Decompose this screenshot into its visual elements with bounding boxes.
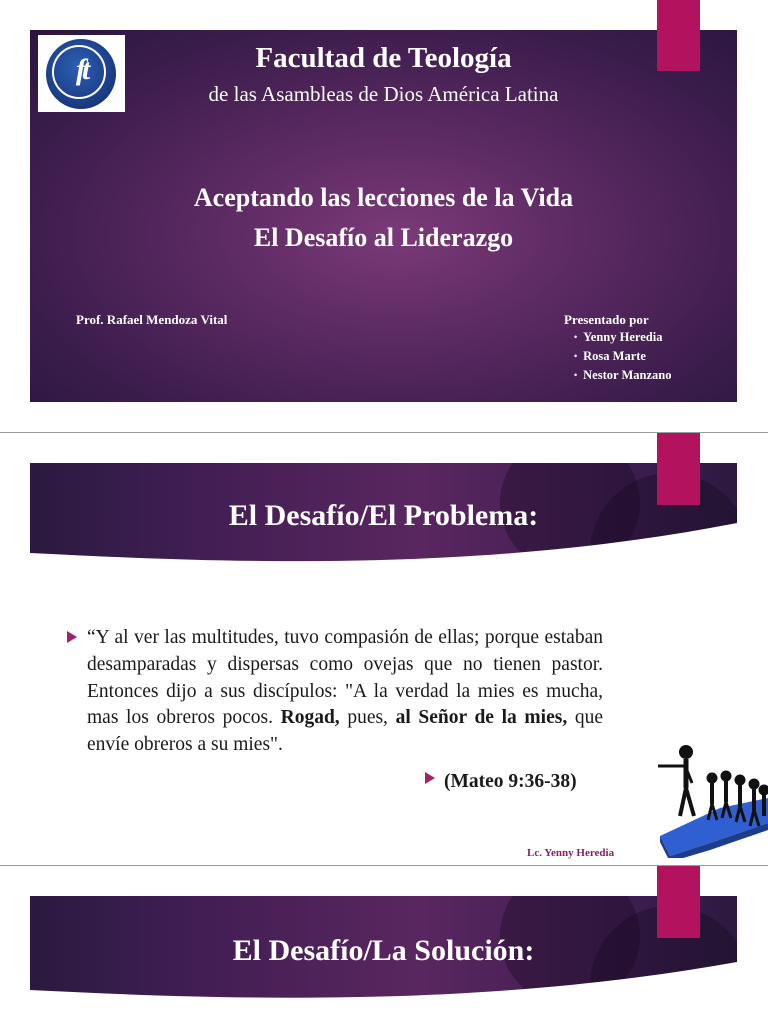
slide-title-text: El Desafío/El Problema: — [228, 499, 539, 532]
title-banner — [30, 463, 737, 576]
accent-tab — [657, 866, 700, 938]
presenter-item: • Nestor Manzano — [574, 367, 671, 386]
presentation-title-line1: Aceptando las lecciones de la Vida — [193, 183, 574, 212]
triangle-bullet-icon — [67, 631, 77, 643]
bible-reference: (Mateo 9:36-38) — [444, 771, 577, 792]
triangle-bullet-icon — [425, 772, 435, 784]
faculty-subtitle: de las Asambleas de Dios América Latina — [208, 82, 559, 106]
banner-wave — [30, 956, 737, 1009]
bible-quote: “Y al ver las multitudes, tuvo compasión de ellas; porque estaban desamparadas y dispersas como ovejas que no tienen pastor. Entonces dijo a sus discípulos: "A la verdad la mies es mucha, mas los obreros pocos. Rogad, pues, al Señor de la mies, que envíe obreros a su mies". — [87, 627, 604, 756]
banner-wave — [30, 523, 737, 576]
logo-text: ft — [75, 53, 87, 86]
presenter-item: • Yenny Heredia — [574, 329, 671, 348]
slide-title — [0, 0, 768, 432]
slide-title-text: El Desafío/La Solución: — [232, 934, 535, 967]
professor-name: Prof. Rafael Mendoza Vital — [76, 312, 228, 327]
presented-by-label: Presentado por — [564, 312, 649, 327]
presenter-item: • Rosa Marte — [574, 348, 671, 367]
credit-label: Lc. Yenny Heredia — [527, 847, 615, 859]
presenter-list — [574, 329, 671, 386]
slide-problem — [0, 433, 768, 865]
faculty-title: Facultad de Teología — [255, 42, 512, 74]
presentation-title-line2: El Desafío al Liderazgo — [253, 223, 514, 252]
slide-solution — [0, 866, 768, 1024]
accent-tab — [657, 433, 700, 505]
leader-figures-illustration — [640, 738, 768, 858]
title-banner — [30, 896, 737, 1009]
